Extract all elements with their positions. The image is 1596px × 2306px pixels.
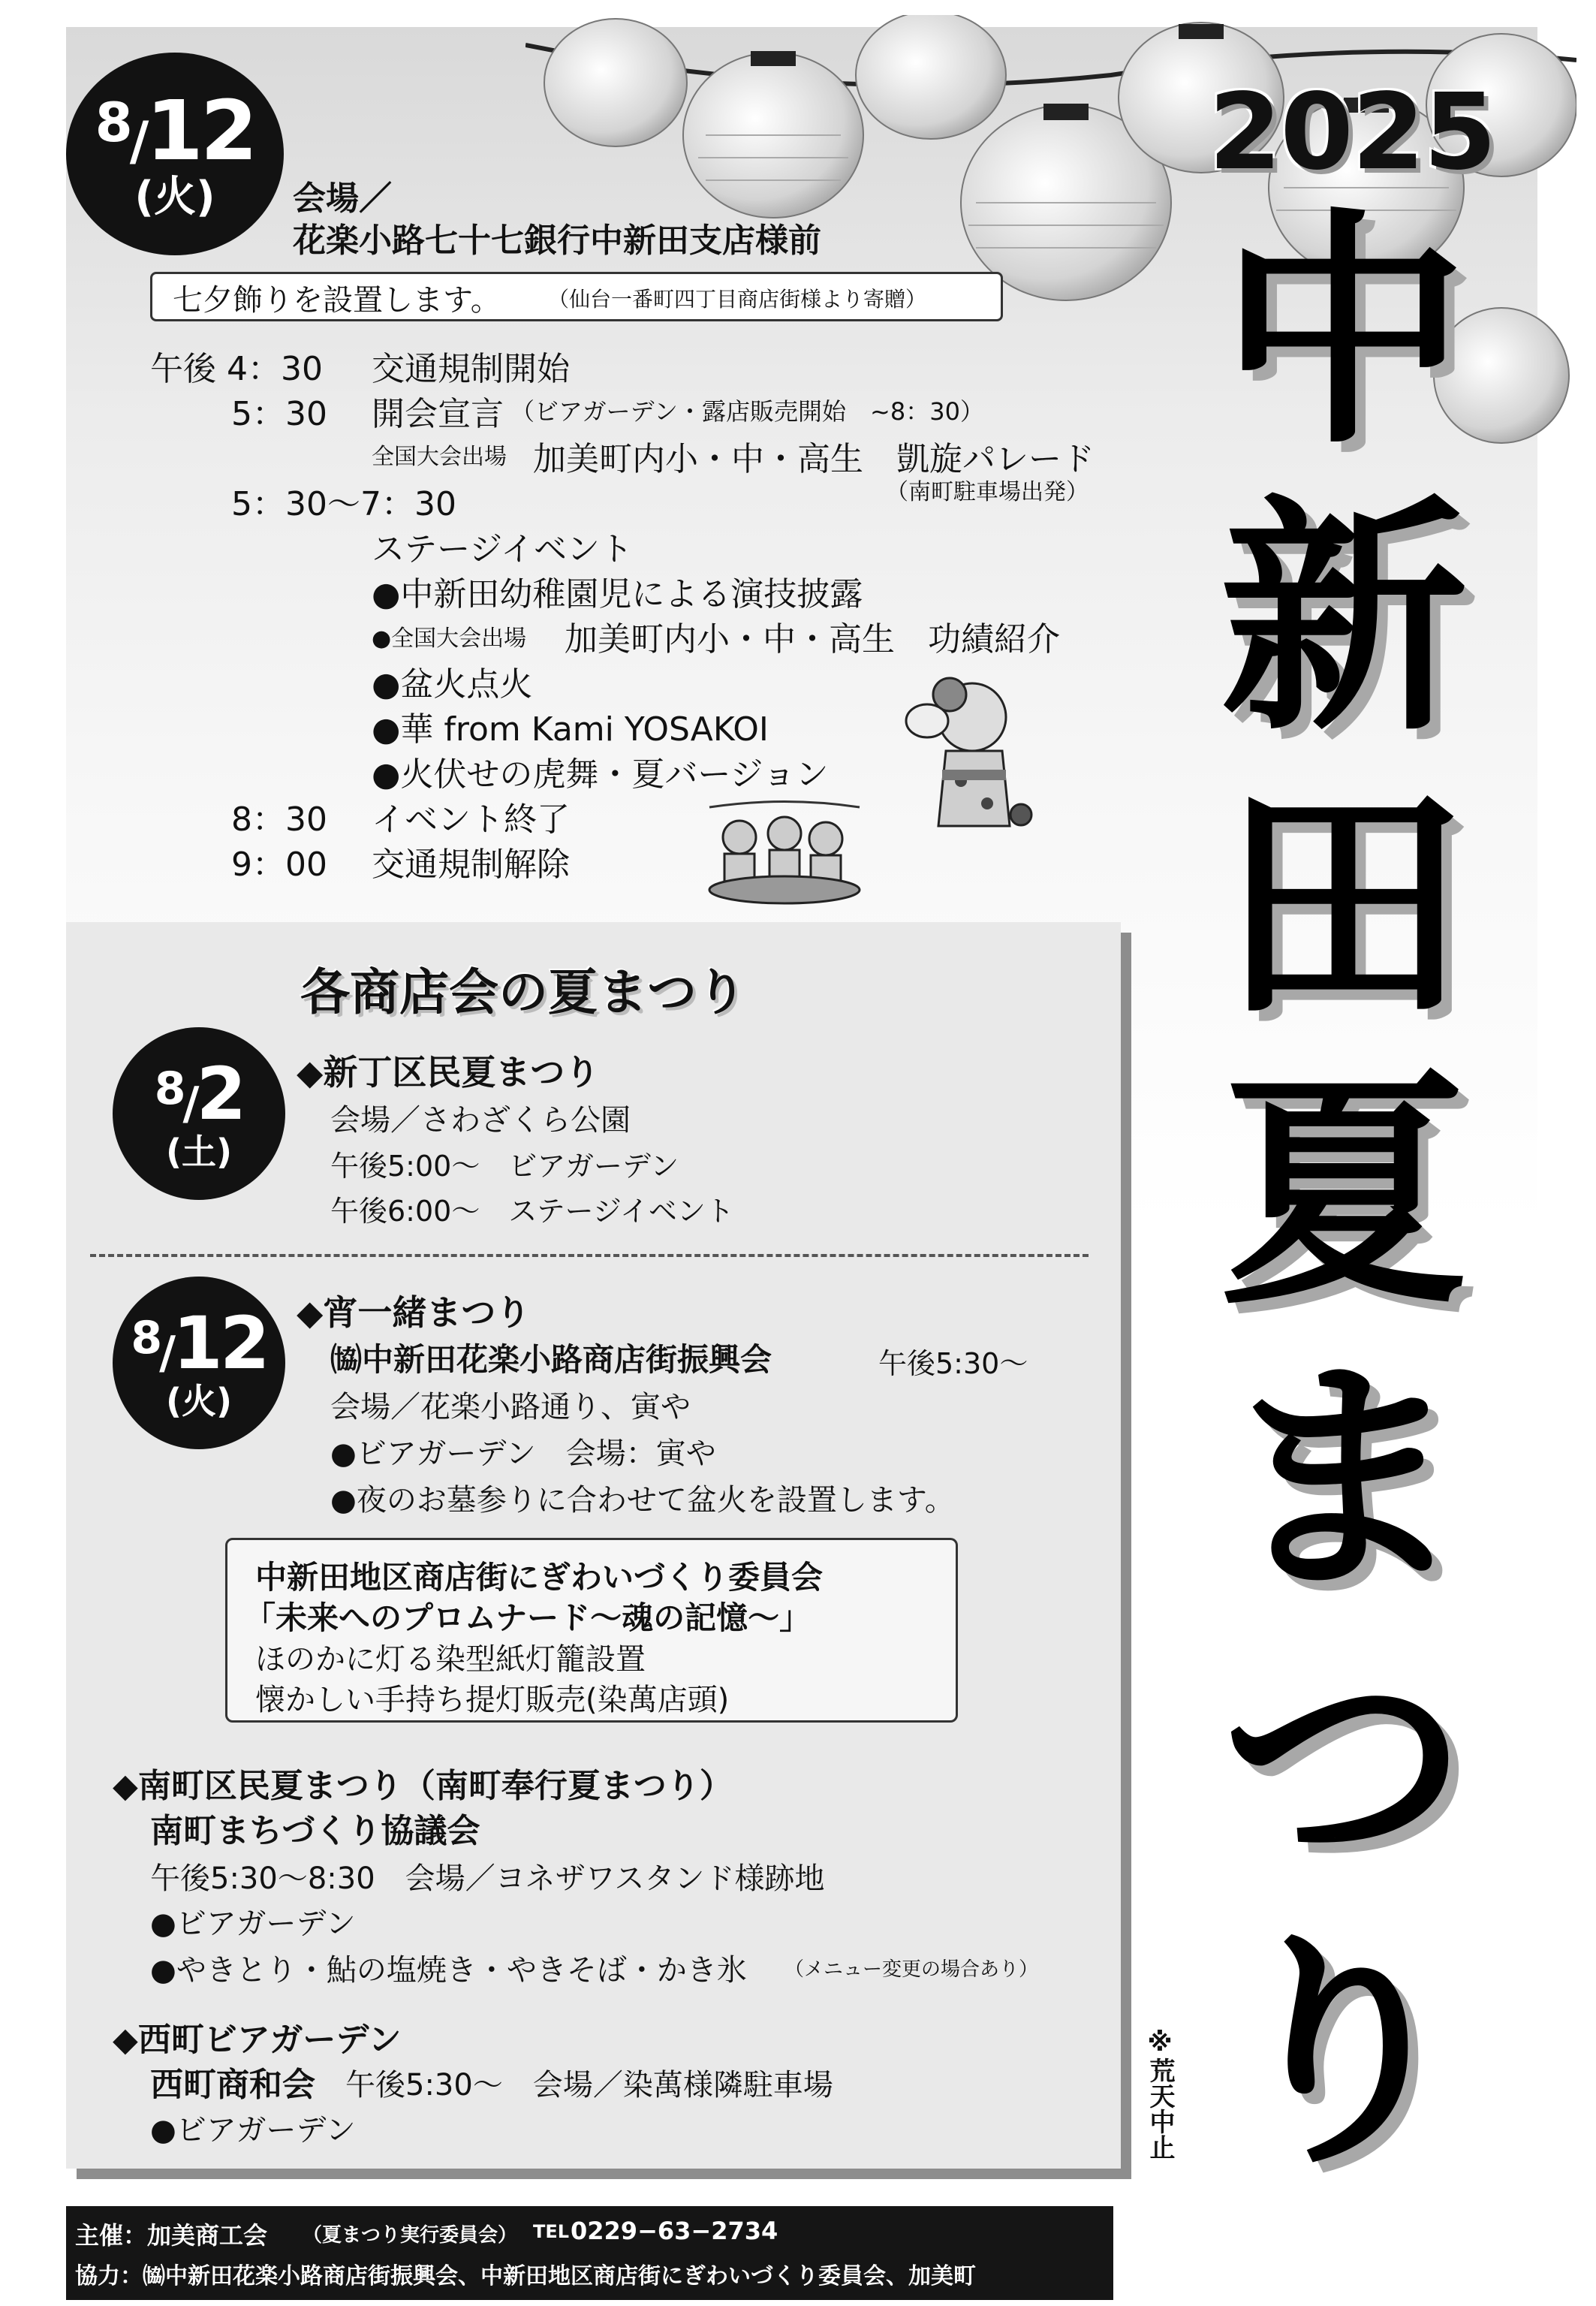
title-char: 田 — [1220, 759, 1468, 1051]
schedule-time: 5：30 — [231, 395, 327, 433]
schedule-text: ●盆火点火 — [372, 665, 533, 704]
event3-item2: ●やきとり・鮎の塩焼き・やきそば・かき氷 — [150, 1953, 747, 1988]
weather-note: ※荒天中止 — [1145, 2027, 1175, 2160]
committee-line1: ほのかに灯る染型紙灯籠設置 — [255, 1642, 646, 1677]
schedule-text: ●火伏せの虎舞・夏バージョン — [372, 755, 829, 794]
committee-subtitle: 「未来へのプロムナード〜魂の記憶〜」 — [244, 1599, 812, 1636]
schedule-note: （南町駐車場出発） — [886, 479, 1089, 505]
event4-time: 午後5:30〜 会場／染萬様隣駐車場 — [345, 2068, 833, 2103]
section-divider — [90, 1254, 1089, 1257]
footer-bar — [66, 2206, 1113, 2300]
schedule-text: 加美町内小・中・高生 功績紹介 — [565, 620, 1060, 659]
title-char: 中 — [1220, 185, 1468, 477]
notice-sub: （仙台一番町四丁目商店街様より寄贈） — [548, 287, 927, 312]
event3-time-venue: 午後5:30〜8:30 会場／ヨネザワスタンド様跡地 — [150, 1861, 825, 1896]
schedule-text: ●華 from Kami YOSAKOI — [372, 710, 769, 749]
event1-venue: 会場／さわざくら公園 — [330, 1103, 631, 1138]
main-date-badge: $^8$/12 (火) — [66, 53, 284, 255]
footer-host-sub: （夏まつり実行委員会） — [303, 2224, 518, 2247]
title-year: 2025 — [1209, 71, 1495, 194]
event2-item2: ●夜のお墓参りに合わせて盆火を設置します。 — [330, 1483, 955, 1518]
event3-item1: ●ビアガーデン — [150, 1907, 356, 1941]
schedule-time: 午後 4：30 — [150, 350, 323, 388]
schedule-text: イベント終了 — [372, 800, 570, 839]
event2-venue: 会場／花楽小路通り、寅や — [330, 1390, 691, 1424]
yukata-girl-illustration — [897, 676, 1040, 841]
committee-line2: 懐かしい手持ち提灯販売(染萬店頭) — [255, 1683, 730, 1717]
event3-item2-note: （メニュー変更の場合あり） — [784, 1958, 1039, 1981]
event4-organizer: 西町商和会 — [150, 2066, 315, 2104]
notice-main: 七夕飾りを設置します。 — [173, 283, 501, 318]
footer-host: 主催：加美商工会 — [75, 2221, 268, 2250]
title-char: ま — [1220, 1333, 1468, 1624]
event4-item1: ●ビアガーデン — [150, 2113, 356, 2148]
schedule-text: 加美町内小・中・高生 凱旋パレード — [533, 440, 1095, 478]
footer-tel: 0229−63−2734 — [571, 2217, 778, 2245]
schedule-text: 交通規制開始 — [372, 350, 570, 388]
event1-date-badge: $^8$/2 (土) — [113, 1027, 285, 1200]
festival-title — [1209, 185, 1479, 2198]
footer-tel-label: TEL — [533, 2221, 570, 2242]
schedule-pre: 全国大会出場 — [372, 444, 507, 470]
title-char: つ — [1220, 1620, 1468, 1911]
venue-name: 花楽小路七十七銀行中新田支店様前 — [293, 222, 821, 260]
schedule-time: 5：30〜7：30 — [231, 485, 456, 523]
title-char: り — [1220, 1907, 1468, 2198]
schedule-pre: ●全国大会出場 — [372, 625, 527, 652]
schedule-note: （ビアガーデン・露店販売開始 ~8：30） — [510, 397, 984, 426]
event2-time: 午後5:30〜 — [878, 1347, 1028, 1380]
event2-date-badge: $^8$/12 (火) — [113, 1277, 285, 1449]
event3-name: ◆南町区民夏まつり（南町奉行夏まつり） — [113, 1767, 733, 1805]
event1-line2: 午後6:00〜 ステージイベント — [330, 1195, 734, 1228]
event1-name: ◆新丁区民夏まつり — [297, 1052, 600, 1093]
event4-name: ◆西町ビアガーデン — [113, 2021, 402, 2059]
venue-label: 会場／ — [293, 179, 392, 218]
title-char: 新 — [1220, 472, 1468, 764]
event1-line1: 午後5:00〜 ビアガーデン — [330, 1150, 679, 1183]
schedule-text: 交通規制解除 — [372, 846, 570, 884]
schedule-text: 開会宣言 — [372, 395, 504, 433]
event2-organizer: ㈿中新田花楽小路商店街振興会 — [330, 1341, 772, 1378]
schedule-time: 9：00 — [231, 846, 327, 884]
schedule-text: ステージイベント — [372, 530, 634, 568]
event3-organizer: 南町まちづくり協議会 — [150, 1812, 480, 1850]
schedule-time: 8：30 — [231, 800, 327, 839]
event2-name: ◆宵一緒まつり — [297, 1292, 531, 1333]
event2-item1: ●ビアガーデン 会場：寅や — [330, 1436, 716, 1471]
children-illustration — [702, 792, 867, 905]
footer-coop: 協力：㈿中新田花楽小路商店街振興会、中新田地区商店街にぎわいづくり委員会、加美町 — [75, 2263, 976, 2289]
committee-title: 中新田地区商店街にぎわいづくり委員会 — [255, 1559, 824, 1596]
title-char: 夏 — [1220, 1046, 1468, 1337]
summer-heading: 各商店会の夏まつり — [300, 963, 746, 1021]
schedule-text: ●中新田幼稚園児による演技披露 — [372, 575, 863, 613]
